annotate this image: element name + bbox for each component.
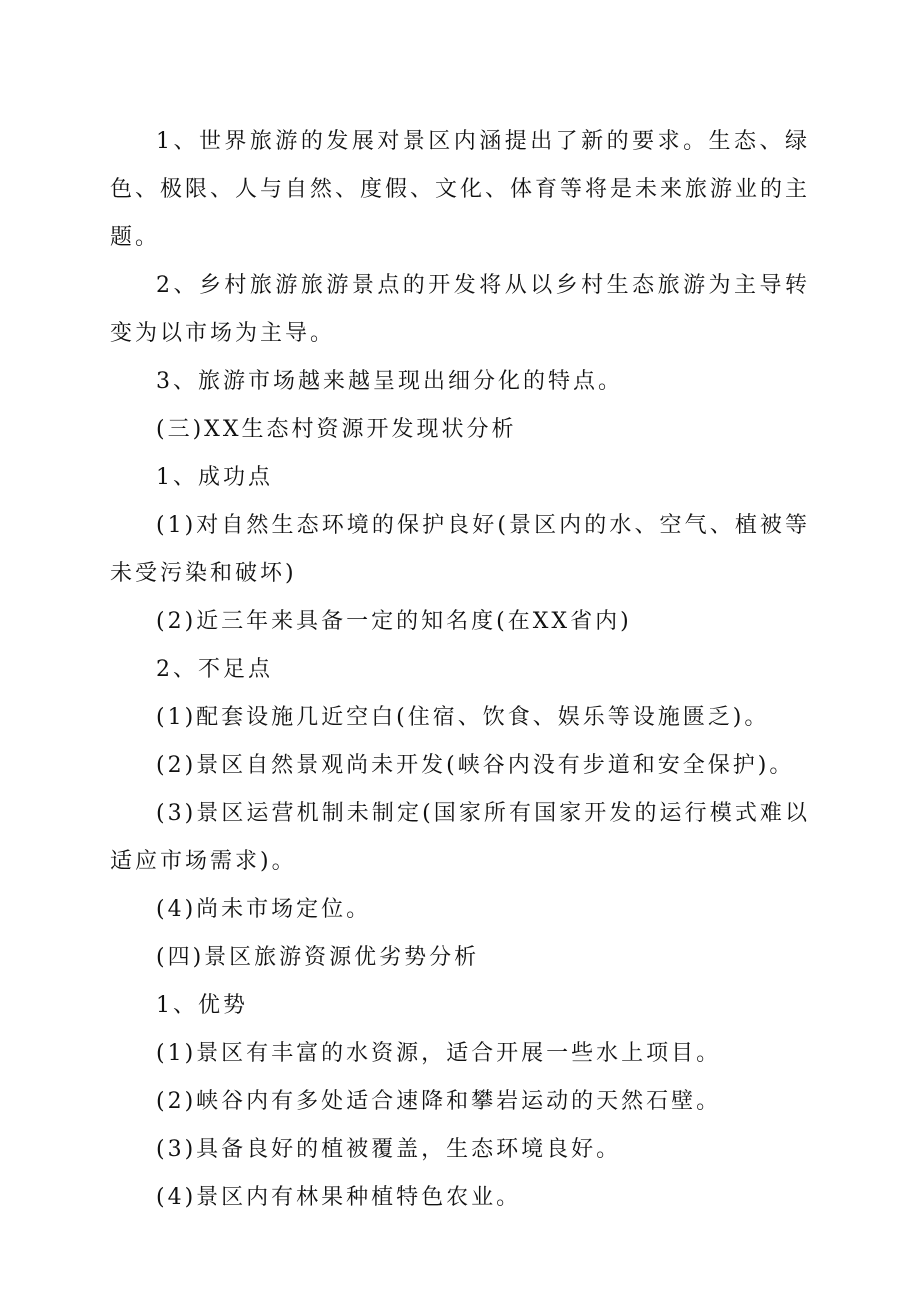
subheading-advantages: 1、优势: [156, 993, 248, 1018]
paragraph-trend-2: 2、乡村旅游旅游景点的开发将从以乡村生态旅游为主导转变为以市场为主导。: [110, 273, 810, 346]
list-item-shortcoming-1: (1)配套设施几近空白(住宿、饮食、娱乐等设施匮乏)。: [156, 705, 770, 730]
section-heading-development-status: (三)XX生态村资源开发现状分析: [156, 417, 517, 442]
subheading-shortcomings: 2、不足点: [156, 657, 273, 682]
subheading-successes: 1、成功点: [156, 465, 273, 490]
list-item-advantage-2: (2)峡谷内有多处适合速降和攀岩运动的天然石壁。: [156, 1089, 722, 1114]
list-item-advantage-4: (4)景区内有林果种植特色农业。: [156, 1185, 522, 1210]
list-item-shortcoming-2: (2)景区自然景观尚未开发(峡谷内没有步道和安全保护)。: [156, 753, 795, 778]
document-body: [110, 118, 810, 1222]
list-item-advantage-1: (1)景区有丰富的水资源，适合开展一些水上项目。: [156, 1041, 722, 1066]
paragraph-trend-3: 3、旅游市场越来越呈现出细分化的特点。: [156, 369, 623, 394]
list-item-success-2: (2)近三年来具备一定的知名度(在XX省内): [156, 609, 632, 634]
section-heading-swot: (四)景区旅游资源优劣势分析: [156, 945, 480, 970]
list-item-shortcoming-3: (3)景区运营机制未制定(国家所有国家开发的运行模式难以适应市场需求)。: [110, 801, 810, 874]
paragraph-trend-1: 1、世界旅游的发展对景区内涵提出了新的要求。生态、绿色、极限、人与自然、度假、文化、体育等将是未来旅游业的主题。: [110, 129, 811, 250]
list-item-advantage-3: (3)具备良好的植被覆盖，生态环境良好。: [156, 1137, 622, 1162]
list-item-shortcoming-4: (4)尚未市场定位。: [156, 897, 372, 922]
list-item-success-1: (1)对自然生态环境的保护良好(景区内的水、空气、植被等未受污染和破坏): [110, 513, 810, 586]
